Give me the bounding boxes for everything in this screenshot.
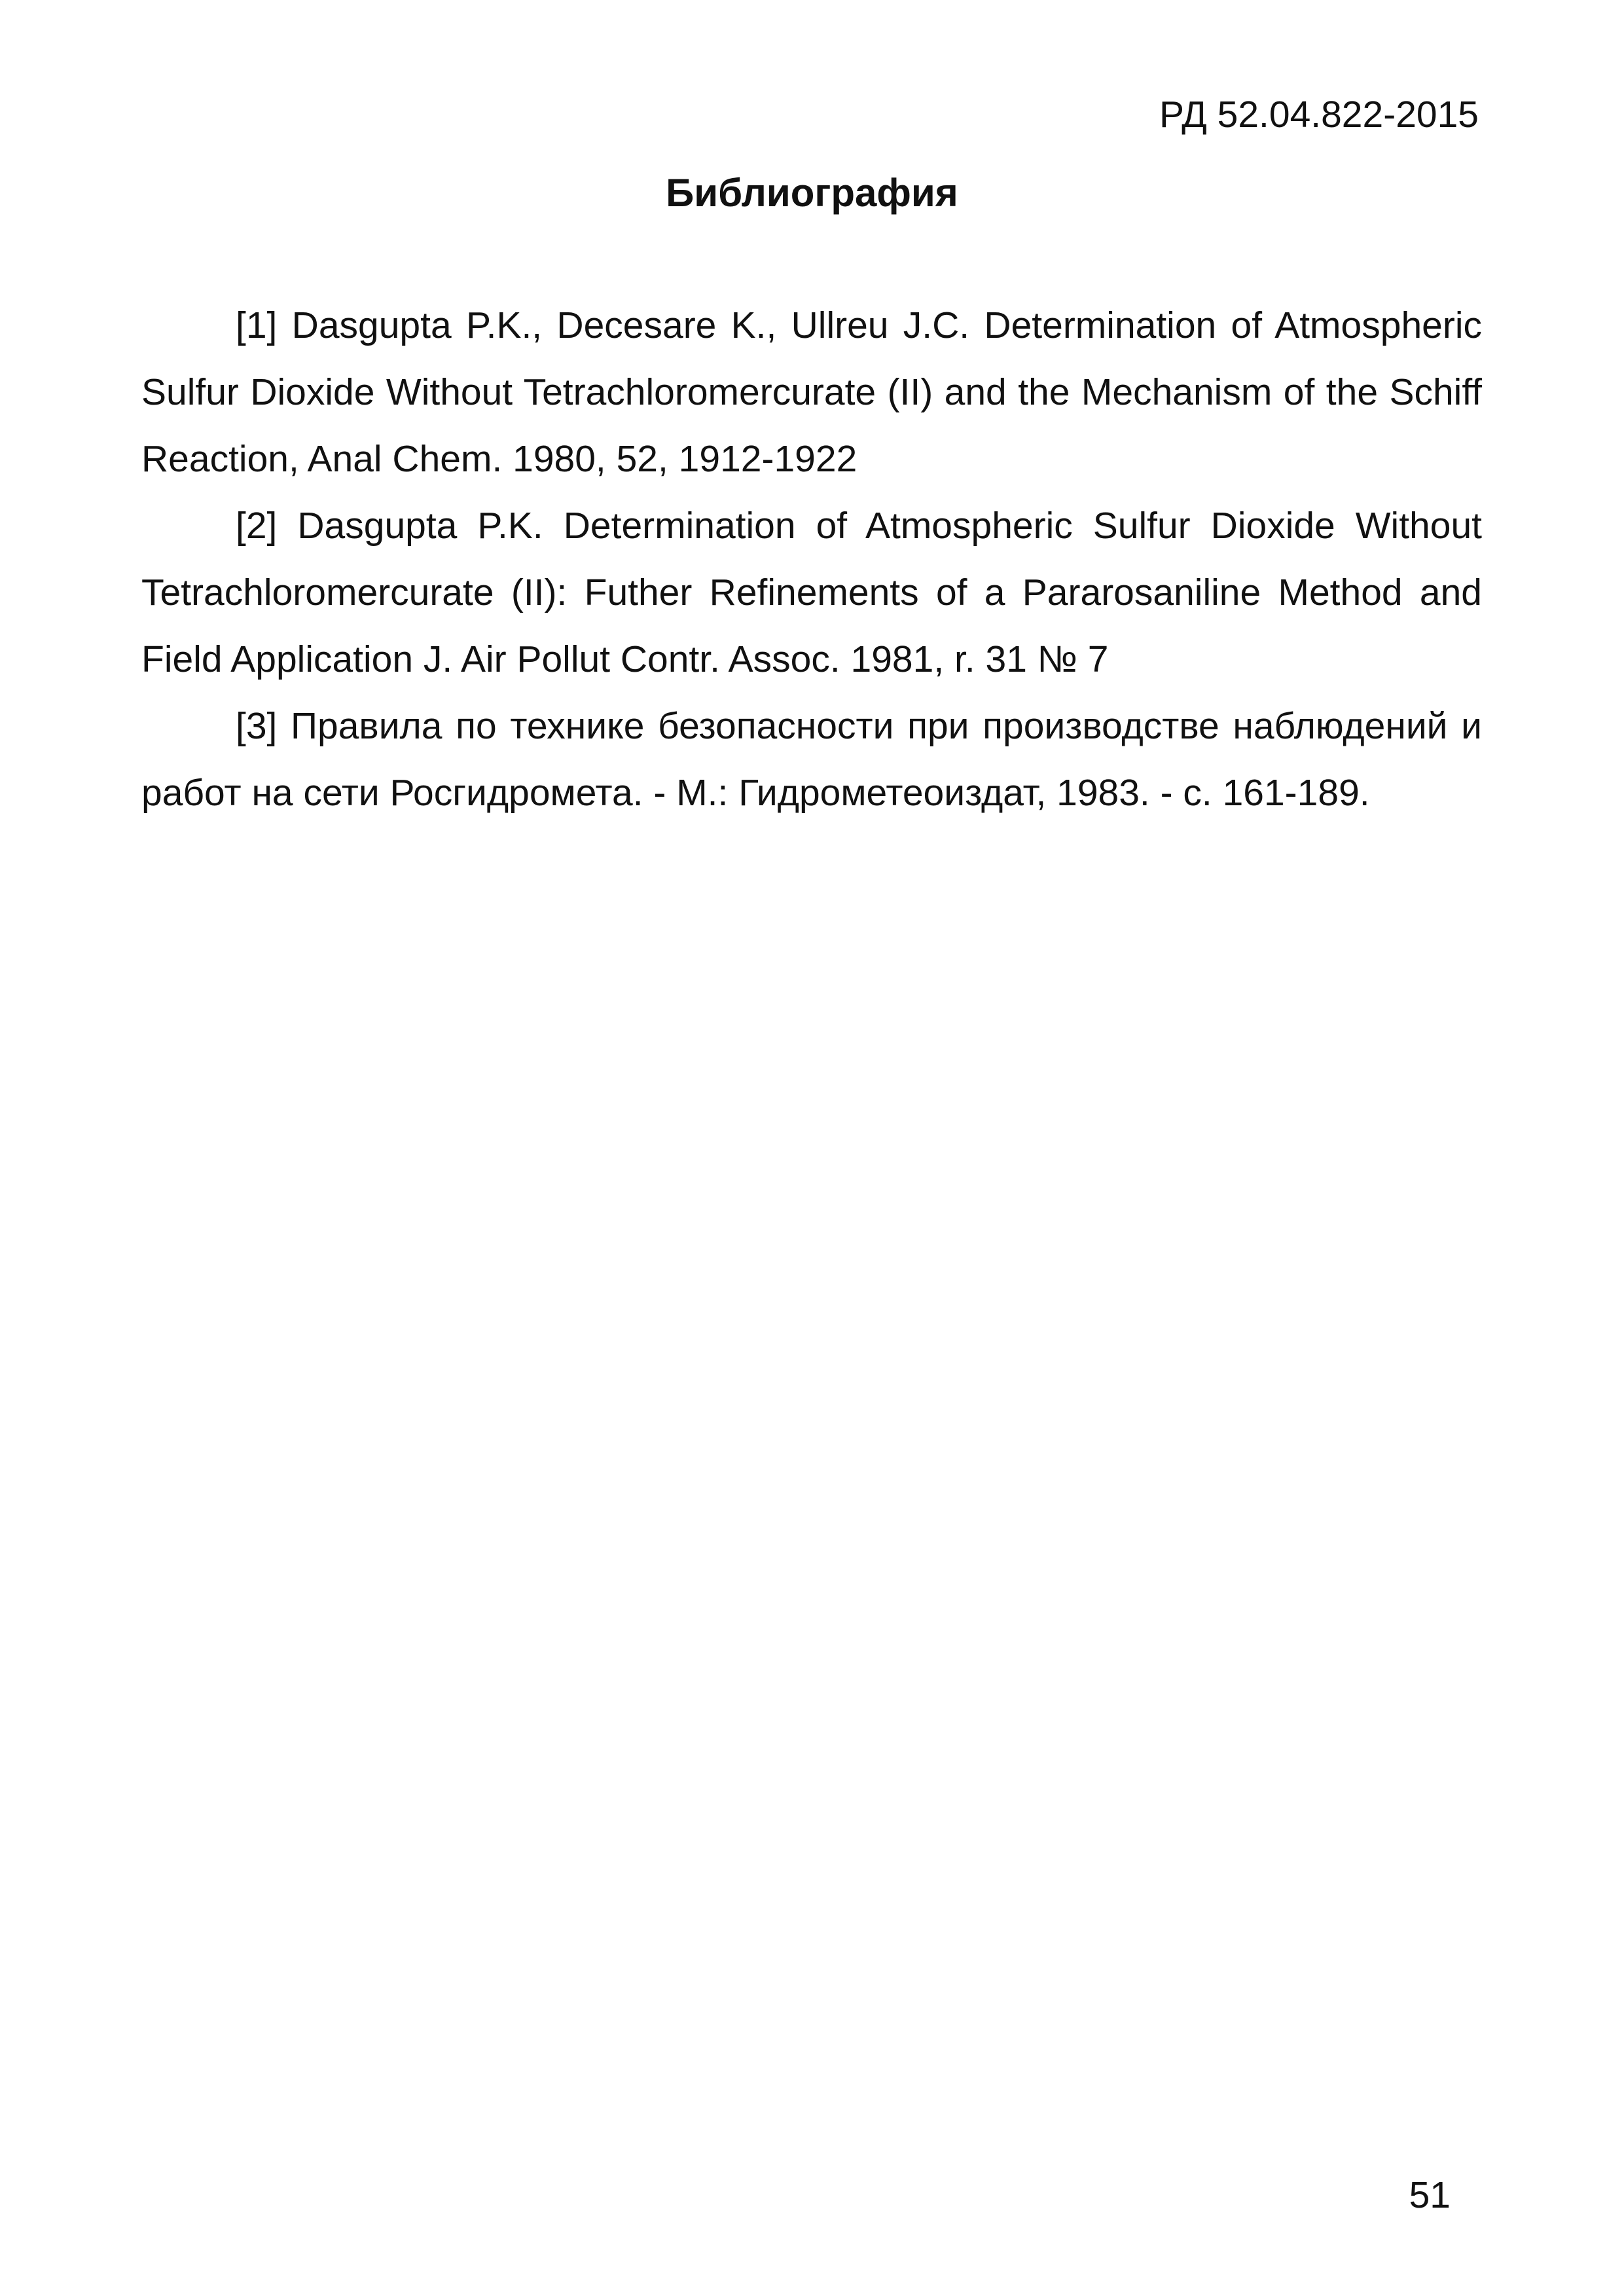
document-code: РД 52.04.822-2015 [1159, 94, 1479, 136]
bibliography-entry-3: [3] Правила по технике безопасности при производстве наблюдений и работ на сети Росгидромета. - М.: Гидрометеоиздат, 1983. - с. 161-189. [141, 705, 1482, 814]
bibliography-entry-1: [1] Dasgupta P.K., Decesare K., Ullreu J.C. Determination of Atmospheric Sulfur Dioxide Without Tetrachloromercurate (II) and the Mechanism of the Schiff Reaction, Anal Chem. 1980, 52, 1912-1922 [141, 304, 1482, 480]
page-number: 51 [1409, 2174, 1451, 2216]
bibliography-list [141, 292, 1482, 826]
bibliography-entry-2: [2] Dasgupta P.K. Determination of Atmospheric Sulfur Dioxide Without Tetrachloromercurate (II): Futher Refinements of a Pararosaniline Method and Field Application J. Air Pollut Contr. Assoc. 1981, r. 31 № 7 [141, 505, 1482, 680]
section-title: Библиография [666, 171, 958, 215]
